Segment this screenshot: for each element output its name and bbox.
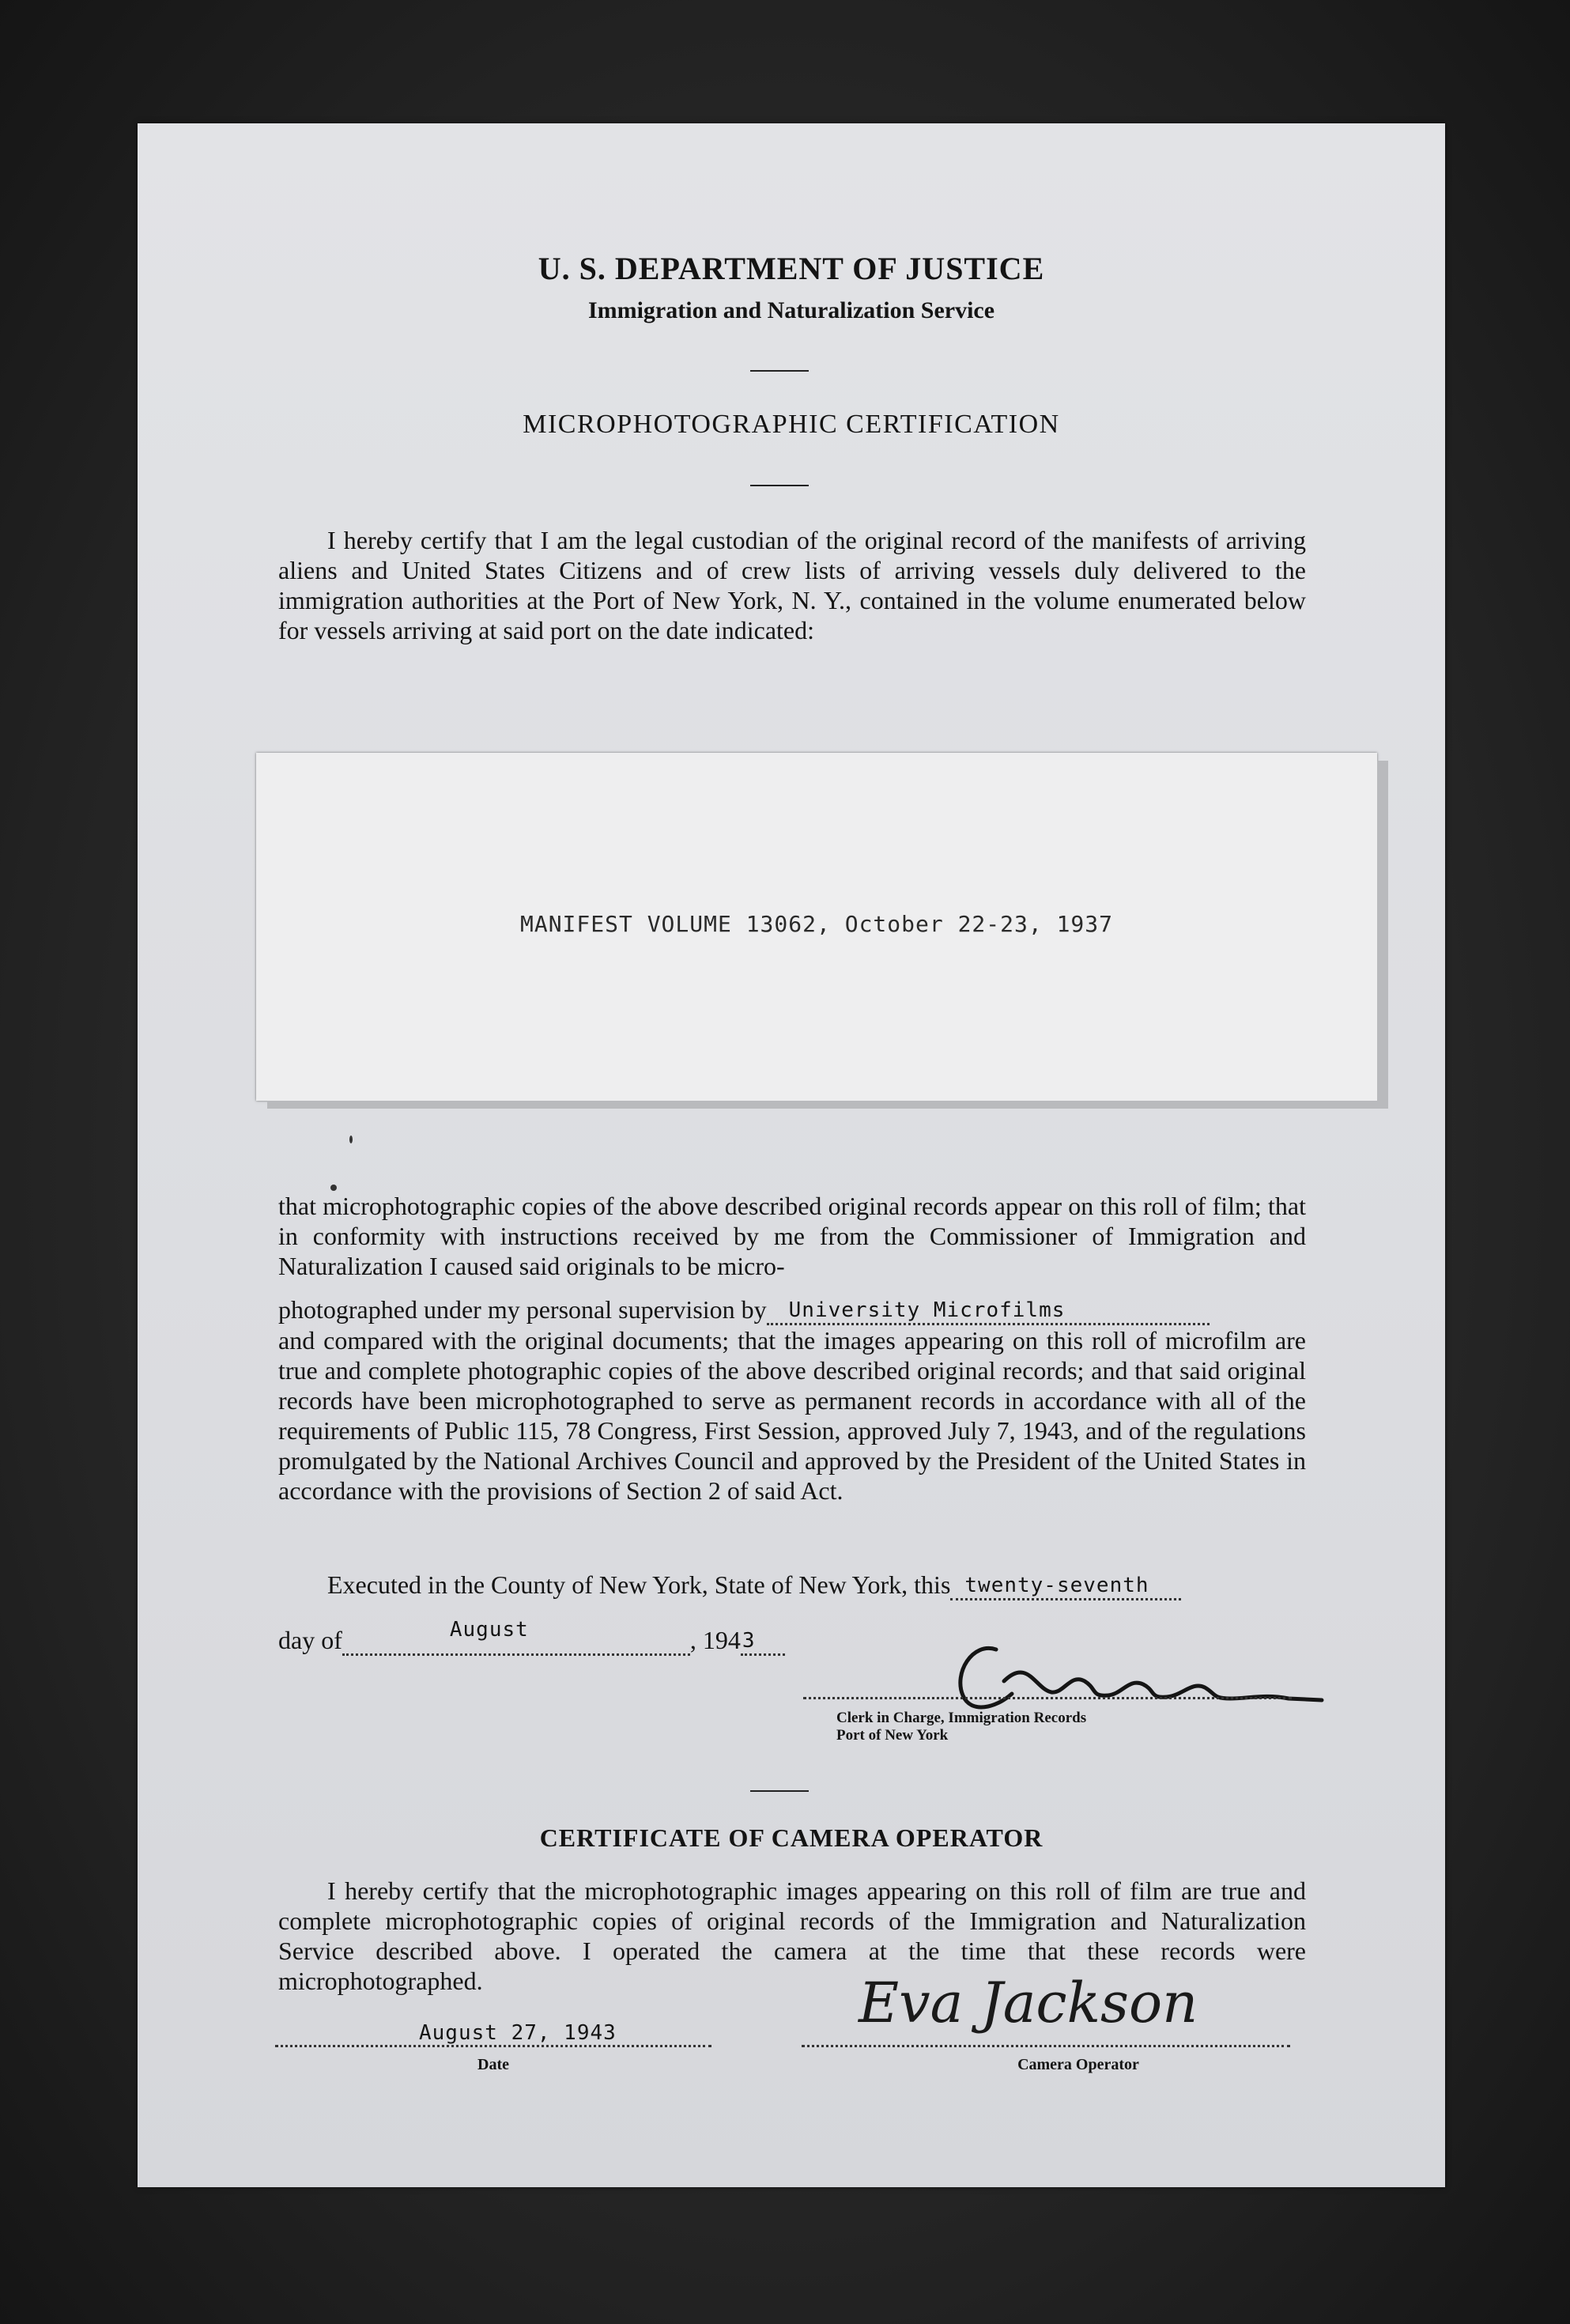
clerk-signature (877, 1626, 1383, 1721)
intro-text: I hereby certify that I am the legal custodian of the original record of the manifests of arriving aliens and United States Citizens and of crew lists of arriving vessels duly delivered to the immigration authorities at the Port of New York, N. Y., contained in the volume enumerated below for vessels arriving at said port on the date indicated: (278, 526, 1306, 644)
clerk-title-line1: Clerk in Charge, Immigration Records (836, 1710, 1087, 1726)
camera-section-title: CERTIFICATE OF CAMERA OPERATOR (539, 1823, 1044, 1852)
day-of-label: day of (278, 1626, 342, 1654)
film-speck (349, 1136, 353, 1143)
operator-signature-line (802, 2045, 1290, 2047)
clerk-title-line2: Port of New York (836, 1727, 949, 1744)
camera-date-value: August 27, 1943 (419, 2021, 617, 2045)
supervisor-name: University Microfilms (788, 1298, 1066, 1322)
year-prefix: , 194 (689, 1626, 741, 1654)
certificate-page (138, 123, 1445, 2187)
agency-title: U. S. DEPARTMENT OF JUSTICE (538, 251, 1045, 286)
camera-date-label: Date (477, 2056, 509, 2073)
execution-line (278, 1569, 1322, 1600)
day-ordinal-field (950, 1574, 1181, 1600)
month-value: August (449, 1618, 529, 1642)
body-paragraph-part2 (278, 1325, 1306, 1506)
body-text-part1: that microphotographic copies of the above described original records appear on this roll of film; that in conformity with instructions received by me from the Commissioner of Immigration and Naturalization I caused said originals to be micro- (278, 1192, 1306, 1280)
camera-operator-label: Camera Operator (1017, 2056, 1139, 2073)
operator-signature: Eva Jackson (859, 1971, 1198, 2035)
title-divider (750, 485, 809, 486)
supervision-prefix: photographed under my personal supervision by (278, 1295, 767, 1324)
section-divider (750, 1790, 809, 1792)
film-speck (330, 1185, 337, 1191)
year-digit-field (741, 1630, 785, 1656)
camera-paragraph-text: I hereby certify that the microphotographic images appearing on this roll of film are true and complete microphotographic copies of original records of the Immigration and Naturalization Service described above. I operated the camera at the time that these records were microphotographed. (278, 1876, 1306, 1995)
clerk-signature-line (803, 1697, 1292, 1699)
service-subtitle: Immigration and Naturalization Service (587, 297, 995, 323)
intro-paragraph (278, 525, 1306, 645)
header-divider (750, 370, 809, 372)
body-paragraph-part1 (278, 1191, 1306, 1281)
camera-date-line (275, 2045, 711, 2047)
manifest-volume-slip (256, 753, 1377, 1101)
body-text-part2: and compared with the original documents; that the images appearing on this roll of microfilm are true and complete photographic copies of the above described original records; and that said original records have been microphotographed to serve as permanent records in accordance with all of the requirements of Public 115, 78 Congress, First Session, approved July 7, 1943, and of the regulations promulgated by the National Archives Council and approved by the President of the United States in accordance with the provisions of Section 2 of said Act. (278, 1326, 1306, 1505)
clerk-title (836, 1710, 1086, 1744)
supervisor-field (767, 1299, 1210, 1325)
certification-title: MICROPHOTOGRAPHIC CERTIFICATION (523, 410, 1060, 439)
day-ordinal: twenty-seventh (964, 1574, 1149, 1597)
month-field (342, 1618, 690, 1656)
supervision-line (278, 1294, 1322, 1325)
execution-prefix: Executed in the County of New York, State of New York, this (327, 1570, 951, 1599)
manifest-volume-text: MANIFEST VOLUME 13062, October 22-23, 1937 (519, 911, 1113, 937)
year-digit: 3 (742, 1629, 756, 1653)
